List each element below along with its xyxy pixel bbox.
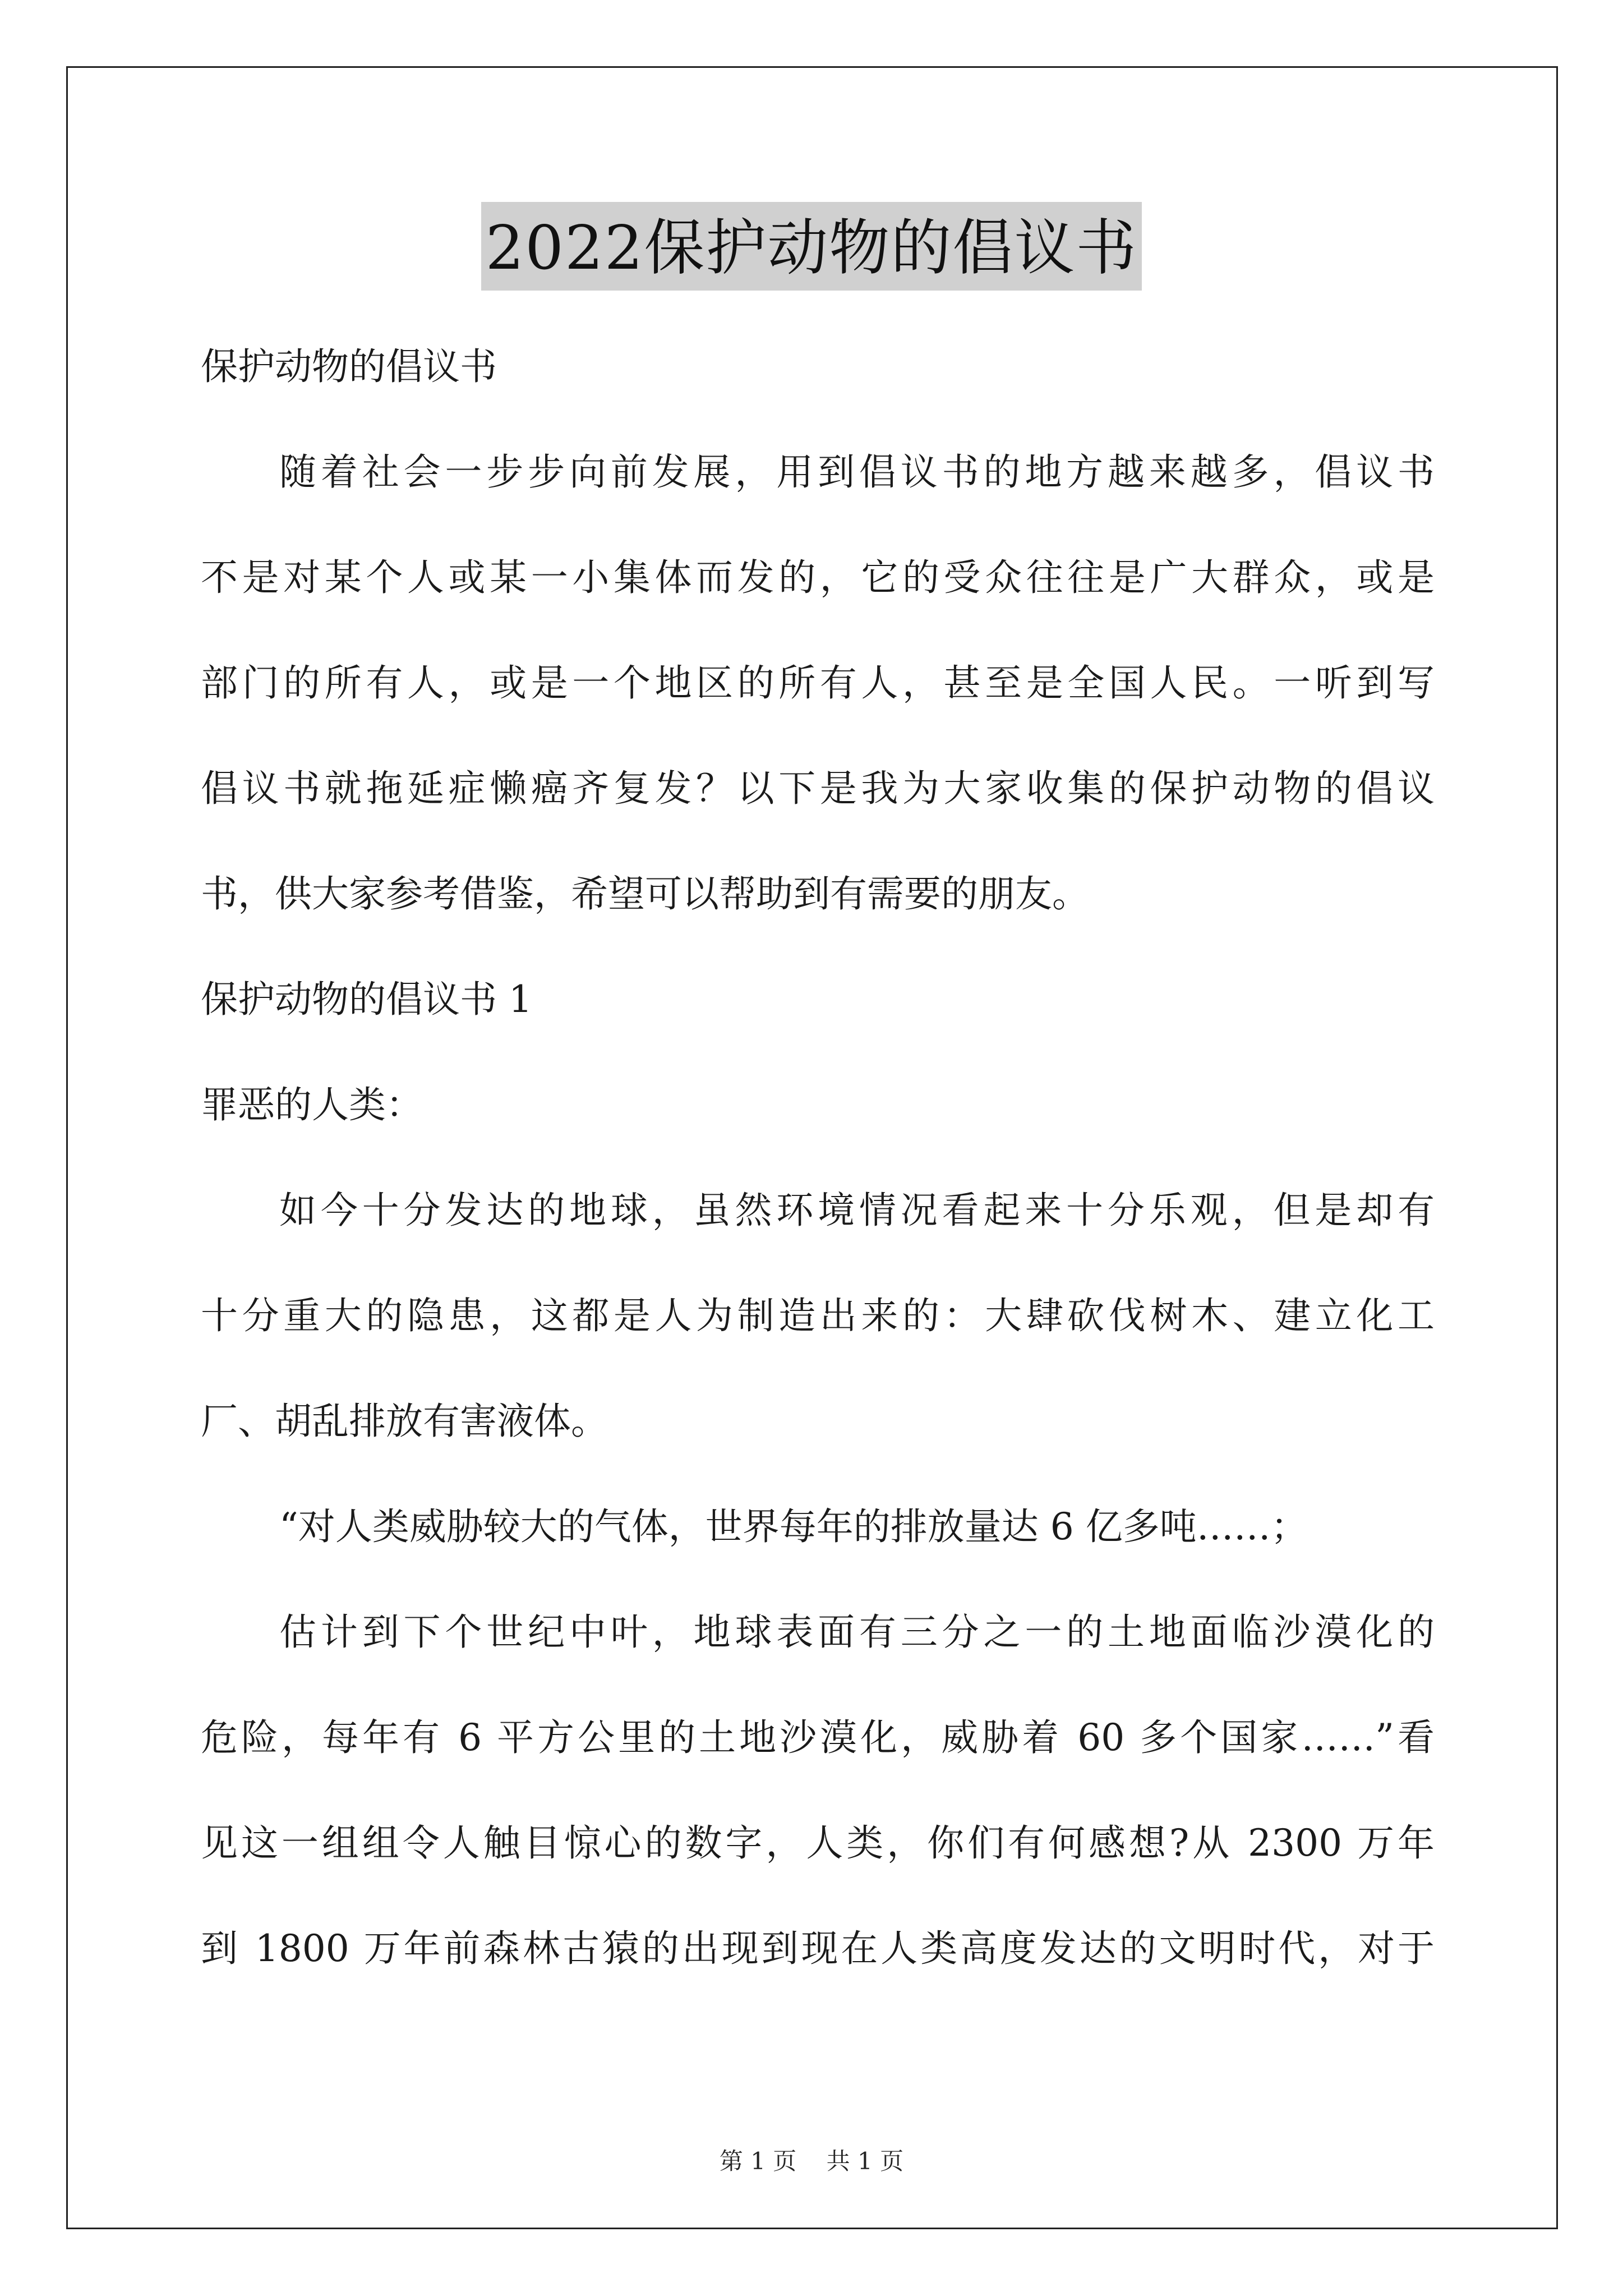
- text-line: 十分重大的隐患，这都是人为制造出来的：大肆砍伐树木、建立化工: [201, 1294, 1435, 1337]
- text-line: 保护动物的倡议书: [201, 345, 497, 388]
- text-line: “对人类威胁较大的气体，世界每年的排放量达 6 亿多吨……；: [279, 1505, 1308, 1548]
- page-number: 第 1 页: [719, 2147, 797, 2175]
- text-line: 罪恶的人类：: [201, 1083, 423, 1126]
- text-line: 书，供大家参考借鉴，希望可以帮助到有需要的朋友。: [201, 872, 1089, 915]
- text-line: 部门的所有人，或是一个地区的所有人，甚至是全国人民。一听到写: [201, 661, 1435, 705]
- text-line: 保护动物的倡议书 1: [201, 978, 532, 1021]
- page-total: 共 1 页: [826, 2147, 904, 2175]
- text-line: 倡议书就拖延症懒癌齐复发？以下是我为大家收集的保护动物的倡议: [201, 767, 1435, 810]
- document-body: [201, 314, 1435, 2001]
- text-line: 厂、胡乱排放有害液体。: [201, 1400, 608, 1443]
- text-line: 到 1800 万年前森林古猿的出现到现在人类高度发达的文明时代，对于: [201, 1927, 1435, 1970]
- text-line: 不是对某个人或某一小集体而发的，它的受众往往是广大群众，或是: [201, 556, 1435, 599]
- text-line: 估计到下个世纪中叶，地球表面有三分之一的土地面临沙漠化的: [279, 1611, 1435, 1654]
- text-line: 危险，每年有 6 平方公里的土地沙漠化，威胁着 60 多个国家……”看: [201, 1716, 1435, 1759]
- document-title: 2022保护动物的倡议书: [481, 202, 1142, 291]
- text-line: 随着社会一步步向前发展，用到倡议书的地方越来越多，倡议书: [279, 450, 1435, 494]
- text-line: 见这一组组令人触目惊心的数字，人类，你们有何感想?从 2300 万年: [201, 1821, 1435, 1865]
- title-container: [0, 202, 1623, 291]
- text-line: 如今十分发达的地球，虽然环境情况看起来十分乐观，但是却有: [279, 1189, 1435, 1232]
- page-footer: [0, 2143, 1623, 2177]
